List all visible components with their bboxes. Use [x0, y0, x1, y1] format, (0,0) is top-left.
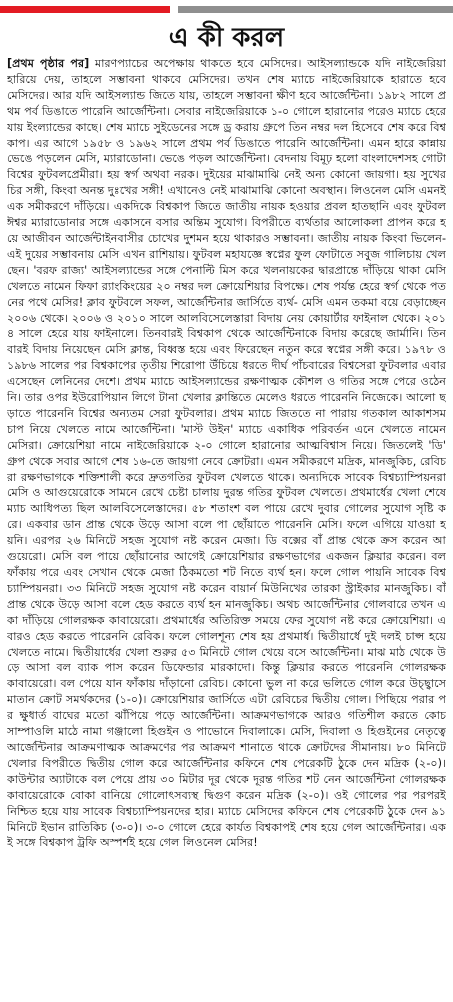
red-rule-segment [0, 6, 170, 13]
article-text: মারণপ্যাচের অপেক্ষায় থাকতে হবে মেসিদের। আইসল্যান্ডকে যদি নাইজেরিয়া হারিয়ে দেয়, তাহলে সম্ভাবনা থাকবে মেসিদের। তখন শেষ ম্যাচে নাইজেরিয়াকে হারাতে হবে মেসিদের। আর যদি আইসল্যান্ড জিতে যায়, তাহলে সম্ভাবনা ক্ষীণ হবে আর্জেন্টিনা। ১৯৮২ সালে প্রথম পর্ব ডিঙাতে পারেনি আর্জেন্টিনা। সেবার নাইজেরিয়াকে ১-০ গোলে হারানোর পরেও ম্যাচে হেরে যায় ইংল্যান্ডের কাছে। শেষ ম্যাচে সুইডেনের সঙ্গে ড্র করায় গ্রুপে তিন নম্বর দল হিসেবে শেষ করে বিশ্বকাপ। এর আগে ১৯৫৮ ও ১৯৬২ সালে প্রথম পর্ব ডিঙাতে পারেনি আর্জেন্টিনা। এমন হারে কান্নায় ভেঙে পড়লেন মেসি, ম্যারাডোনা। ভেঙে পড়ল আর্জেন্টিনা। বেদনায় বিমূঢ় হলো বাংলাদেশসহ গোটা বিশ্বের ফুটবলপ্রেমীরা। হয় স্বর্গ অথবা নরক। দুইয়ের মাঝামাঝি নেই অন্য কোনো জায়গা। হয় সুখের চির সঙ্গী, কিংবা অনন্ত দুঃখের সঙ্গী! এখানেও নেই মাঝামাঝি কোনো অবস্থান। লিওনেল মেসি এমনই এক সমীকরণে দাঁড়িয়ে। একদিকে বিশ্বকাপ জিতে জাতীয় নায়ক হওয়ার প্রবল হাতছানি এবং ফুটবল ঈশ্বর ম্যারাডোনার সঙ্গে একাসনে বসার অন্তিম সুযোগ। বিপরীতে ব্যর্থতার আলোকলা প্রাপন করে হয়ে আজীবন আর্জেন্টাইনবাসীর চোখের দুশমন হয়ে থাকারও সম্ভাবনা। জাতীয় নায়ক কিংবা ভিলেন-এই দুয়ের সম্ভাবনায় মেসি এখন রাশিয়ায়। ফুটবল মহাযজ্ঞে স্বপ্নের ফুল ফোটাতে সবুজ গালিচায় খেলছেন। 'বরফ রাজ্য' আইসল্যান্ডের সঙ্গে পেনাল্টি মিস করে খলনায়কের দ্বারপ্রান্তে দাঁড়িয়ে থাকা মেসি খেলতে নামেন ফিফা র‍্যাংকিংয়ের ২০ নম্বর দল ক্রোয়েশিয়ার বিপক্ষে। শেষ পর্যন্ত হেরে স্বর্গ থেকে পতনের পথে মেসির! ক্লাব ফুটবলে সফল, আর্জেন্টিনার জার্সিতে ব্যর্থ- মেসি এমন তকমা বয়ে বেড়াচ্ছেন ২০০৬ থেকে। ২০০৬ ও ২০১০ সালে আলবিসেলেস্তারা বিদায় নেয় কোয়ার্টার ফাইনাল থেকে। ২০১৪ সালে হেরে যায় ফাইনালে। তিনবারই বিশ্বকাপ থেকে আর্জেন্টিনাকে বিদায় করেছে জার্মানি। তিনবারই বিদায় নিয়েছেন মেসি ক্লান্ত, বিধ্বস্ত হয়ে এবং ফিরেছেন নতুন করে স্বপ্নের সঙ্গী করে। ১৯৭৮ ও ১৯৮৬ সালের পর বিশ্বকাপের তৃতীয় শিরোপা উঁচিয়ে ধরতে দীর্ঘ পাঁচবারের বিশ্বসেরা ফুটবলার এবার এসেছেন লেনিনের দেশে। প্রথম ম্যাচে আইসল্যান্ডের রক্ষণাত্মক কৌশল ও গতির সঙ্গে পেরে ওঠেননি। তার ওপর ইউরোপিয়ান লিগে টানা খেলার ক্লান্তিতে মেলেও ধরতে পারেননি নিজেকে। আলো ছড়াতে পারেননি বিশ্বের অন্যতম সেরা ফুটবলার। প্রথম ম্যাচে জিততে না পারায় গতকাল আকাশসম চাপ নিয়ে খেলতে নামে আর্জেন্টিনা। 'মাস্ট উইন' ম্যাচে একাধিক পরিবর্তন এনে খেলতে নামেন মেসিরা। ক্রোয়েশিয়া নামে নাইজেরিয়াকে ২-০ গোলে হারানোর আত্মবিশ্বাস নিয়ে। জিতলেই 'ডি' গ্রুপ থেকে সবার আগে শেষ ১৬-তে জায়গা নেবে ক্রোটরা। এমন সমীকরণে মদ্রিক, মানজুকিচ, রেবিচরা রক্ষণভাগকে শক্তিশালী করে দ্রুতগতির ফুটবল খেলতে থাকে। অন্যদিকে সাবেক বিশ্বচ্যাম্পিয়নরা মেসি ও আগুয়েরোকে সামনে রেখে চেষ্টা চালায় দুরন্ত গতির ফুটবল খেলতে। প্রথমার্ধের খেলা শেষে ম্যাচ আধিপত্য ছিল আলবিসেলেস্তাদের। ৫৮ শতাংশ বল পায়ে রেখে দুবার গোলের সুযোগ সৃষ্টি করে। একবার ডান প্রান্ত থেকে উড়ে আসা বলে পা ছোঁয়াতে পারেননি মেসি। ফলে এগিয়ে যাওয়া হয়নি। এরপর ২৬ মিনিটে সহজ সুযোগ নষ্ট করেন মেজা। ডি বক্সের বাঁ প্রান্ত থেকে ক্রস করেন আগুয়েরো। মেসি বল পায়ে ছোঁয়ানোর আগেই ক্রোয়েশিয়ার রক্ষণভাগের একজন ক্লিয়ার করেন। বল ফাঁকায় পরে এবং সেখান থেকে মেজা ঠিকমতো শট নিতে ব্যর্থ হন। ফলে গোল পায়নি সাবেক বিশ্বচ্যাম্পিয়নরা। ৩৩ মিনিটে সহজ সুযোগ নষ্ট করেন বায়ার্ন মিউনিখের তারকা স্ট্রাইকার মানজুকিচ। বাঁ প্রান্ত থেকে উড়ে আসা বলে হেড করতে ব্যর্থ হন মানজুকিচ। অথচ আর্জেন্টিনার গোলবারে তখন একা দাঁড়িয়ে গোলরক্ষক কাবায়েরো। প্রথমার্ধের অতিরিক্ত সময়ে ফের সুযোগ নষ্ট করে ক্রোয়েশিয়া। এবারও হেড করতে পারেননি রেবিক। ফলে গোলশূন্য শেষ হয় প্রথমার্ধ। দ্বিতীয়ার্ধে দুই দলই চাপ্স হয়ে খেলতে নামে। দ্বিতীয়ার্ধের খেলা শুরুর ৫৩ মিনিটে গোল খেয়ে বসে আর্জেন্টিনা। মাঝ মাঠ থেকে উড়ে আসা বল ব্যাক পাস করেন ডিফেন্ডার মারকাদো। কিন্তু ক্লিয়ার করতে পারেননি গোলরক্ষক কাবায়েরো। বল পেয়ে যান ফাঁকায় দাঁড়ানো রেবিচ। কোনো ভুল না করে ভলিতে গোল করে উচ্ছ্বাসে মাতান ক্রোট সমর্থকদের (১-০)। ক্রোয়েশিয়ার জার্সিতে এটা রেবিচের দ্বিতীয় গোল। পিছিয়ে পরার পর ক্ষুধার্ত বাঘের মতো ঝাঁপিয়ে পড়ে আর্জেন্টিনা। আক্রমণভাগকে আরও গতিশীল করতে কোচ সাম্পাওলি মাঠে নামা গঞ্জালো হিগুইন ও পাভোনে দিবালাকে। মেসি, দিবালা ও হিগুইনের নেতৃত্বে আর্জেন্টিনার আক্রমণাত্মক আক্রমণের পর আক্রমণ শানাতে থাকে ক্রোটদের সীমানায়। ৮০ মিনিটে খেলার বিপরীতে দ্বিতীয় গোল করে আর্জেন্টিনার কফিনে শেষ পেরেকটি ঠুকে দেন মদ্রিক (২-০)। কাউন্টার অ্যাটাকে বল পেয়ে প্রায় ৩০ মিটার দূর থেকে দূরন্ত গতির শট নেন আর্জেন্টিনা গোলরক্ষক কাবায়েরোকে বোকা বানিয়ে গোলোৎসব্যস্থ দ্বিগুণ করেন মদ্রিক (২-০)। ওই গোলের পর পরপরই নিশ্চিত হয়ে যায় সাবেক বিশ্বচ্যাম্পিয়নদের হার। ম্যাচে মেসিদের কফিনে শেষ পেরেকটি ঠুকে দেন ৯১ মিনিটে ইভান রাতিকিচ (৩-০)। ৩-০ গোলে হেরে কার্যত বিশ্বকাপই শেষ হয়ে গেল আর্জেন্টিনার। একই সঙ্গে বিশ্বকাপ ট্রফি অস্পর্শই হয়ে গেল লিওনেল মেসির! [7, 57, 446, 850]
article-headline: এ কী করল [168, 23, 285, 53]
continuation-label: [প্রথম পৃষ্ঠার পর] [7, 57, 90, 70]
grey-rule-segment [178, 6, 453, 13]
article-body [7, 56, 446, 996]
rule-gap [170, 6, 178, 13]
top-color-rule [0, 6, 453, 13]
